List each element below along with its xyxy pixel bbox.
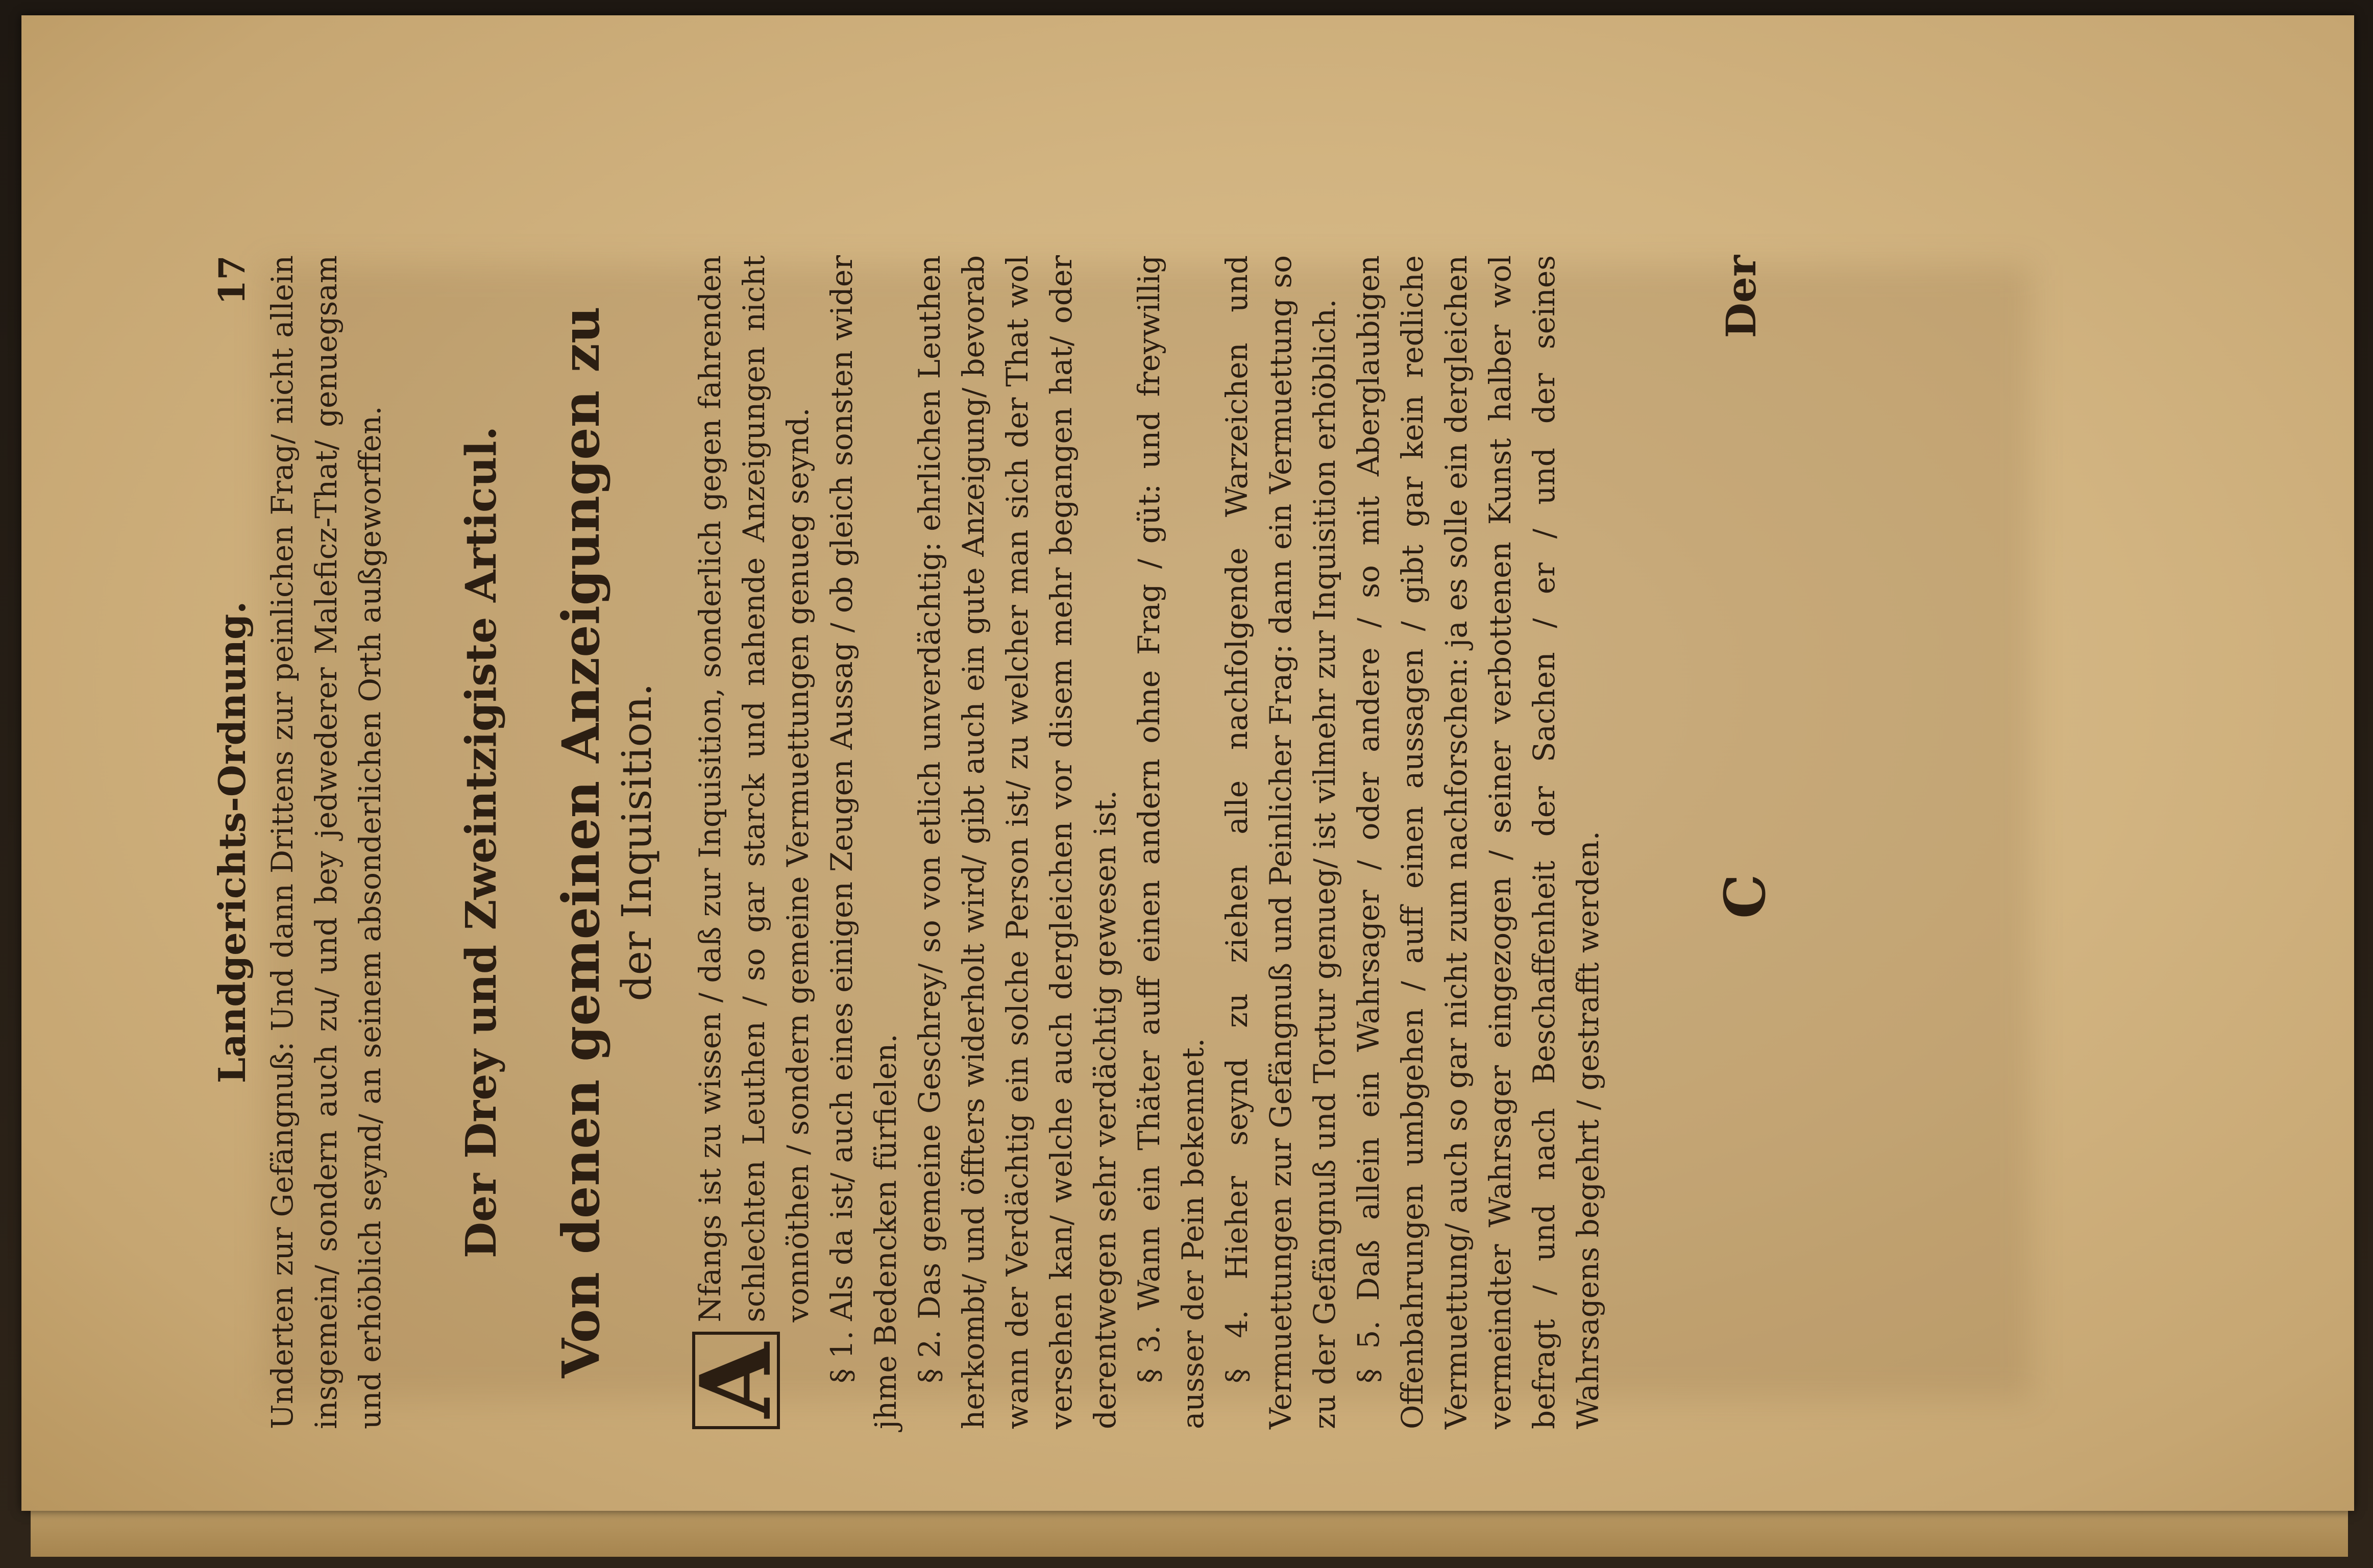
rotated-page-content xyxy=(204,255,1950,1429)
opening-text: Nfangs ist zu wissen / daß zur Inquisition, sonderlich gegen fahrenden schlechten Leuthen / so gar starck und nahende Anzeigungen nicht vonnöthen / sondern gemeine Vermuettungen genueg seynd. xyxy=(693,255,815,1322)
page-number: 17 xyxy=(211,255,253,305)
section-5: § 5. Daß allein ein Wahrsager / oder andere / so mit Aberglaubigen Offenbahrungen umbgehen / auff einen aussagen / gibt gar kein redliche Vermuettung/ auch so gar nicht zum nachforschen: ja es solle ein dergleichen vermeindter Wahrsager eingezogen / seiner verbottenen Kunst halber wol befragt / und nach Beschaffenheit der Sachen / er / und der seines Wahrsagens begehrt / gestrafft werden. xyxy=(1351,255,1605,1429)
catchword: Der xyxy=(1717,255,1765,338)
running-head xyxy=(204,255,260,1429)
page-footer xyxy=(1712,255,1783,1429)
running-head-title: Landgerichts-Ordnung. xyxy=(210,601,254,1084)
article-title: Der Drey und Zweintzigiste Articul. xyxy=(457,426,506,1259)
section-3: § 3. Wann ein Thäter auff einen andern ohne Frag / güt: und freywillig ausser der Pein bekennet. xyxy=(1132,255,1210,1429)
decorated-initial: A xyxy=(692,1332,780,1429)
intro-paragraph: Underten zur Gefängnuß: Und dann Drittens zur peinlichen Frag/ nicht allein insgemein/ sondern auch zu/ und bey jedwederer Maleficz-That/ genuegsam und erhöblich seynd/ an seinem absonderlichen Orth außgeworffen. xyxy=(265,255,387,1429)
section-4: § 4. Hieher seynd zu ziehen alle nachfolgende Warzeichen und Vermuettungen zur Gefängnuß und Peinlicher Frag: dann ein Vermuettung so zu der Gefängnuß und Tortur genueg/ ist vilmehr zur Inquisition erhöblich. xyxy=(1219,255,1342,1429)
section-1: § 1. Als da ist/ auch eines einigen Zeugen Aussag / ob gleich sonsten wider jhme Bedencken fürfielen. xyxy=(824,255,903,1429)
signature-mark: C xyxy=(1712,874,1778,919)
article-subtitle-line2: der Inquisition. xyxy=(613,683,660,1001)
article-subtitle: Von denen gemeinen Anzeigungen zu xyxy=(551,306,611,1378)
section-2: § 2. Das gemeine Geschrey/ so von etlich unverdächtig: ehrlichen Leuthen herkombt/ und öffters widerholt wird/ gibt auch ein gute Anzeigung/ bevorab wann der Verdächtig ein solche Person ist/ zu welcher man sich der That wol versehen kan/ welche auch dergleichen vor disem mehr begangen hat/ oder derentwegen sehr verdächtig gewesen ist. xyxy=(912,255,1122,1429)
text-block xyxy=(204,255,1783,1429)
opening-paragraph xyxy=(679,255,820,1429)
page-edge xyxy=(31,1511,2348,1557)
